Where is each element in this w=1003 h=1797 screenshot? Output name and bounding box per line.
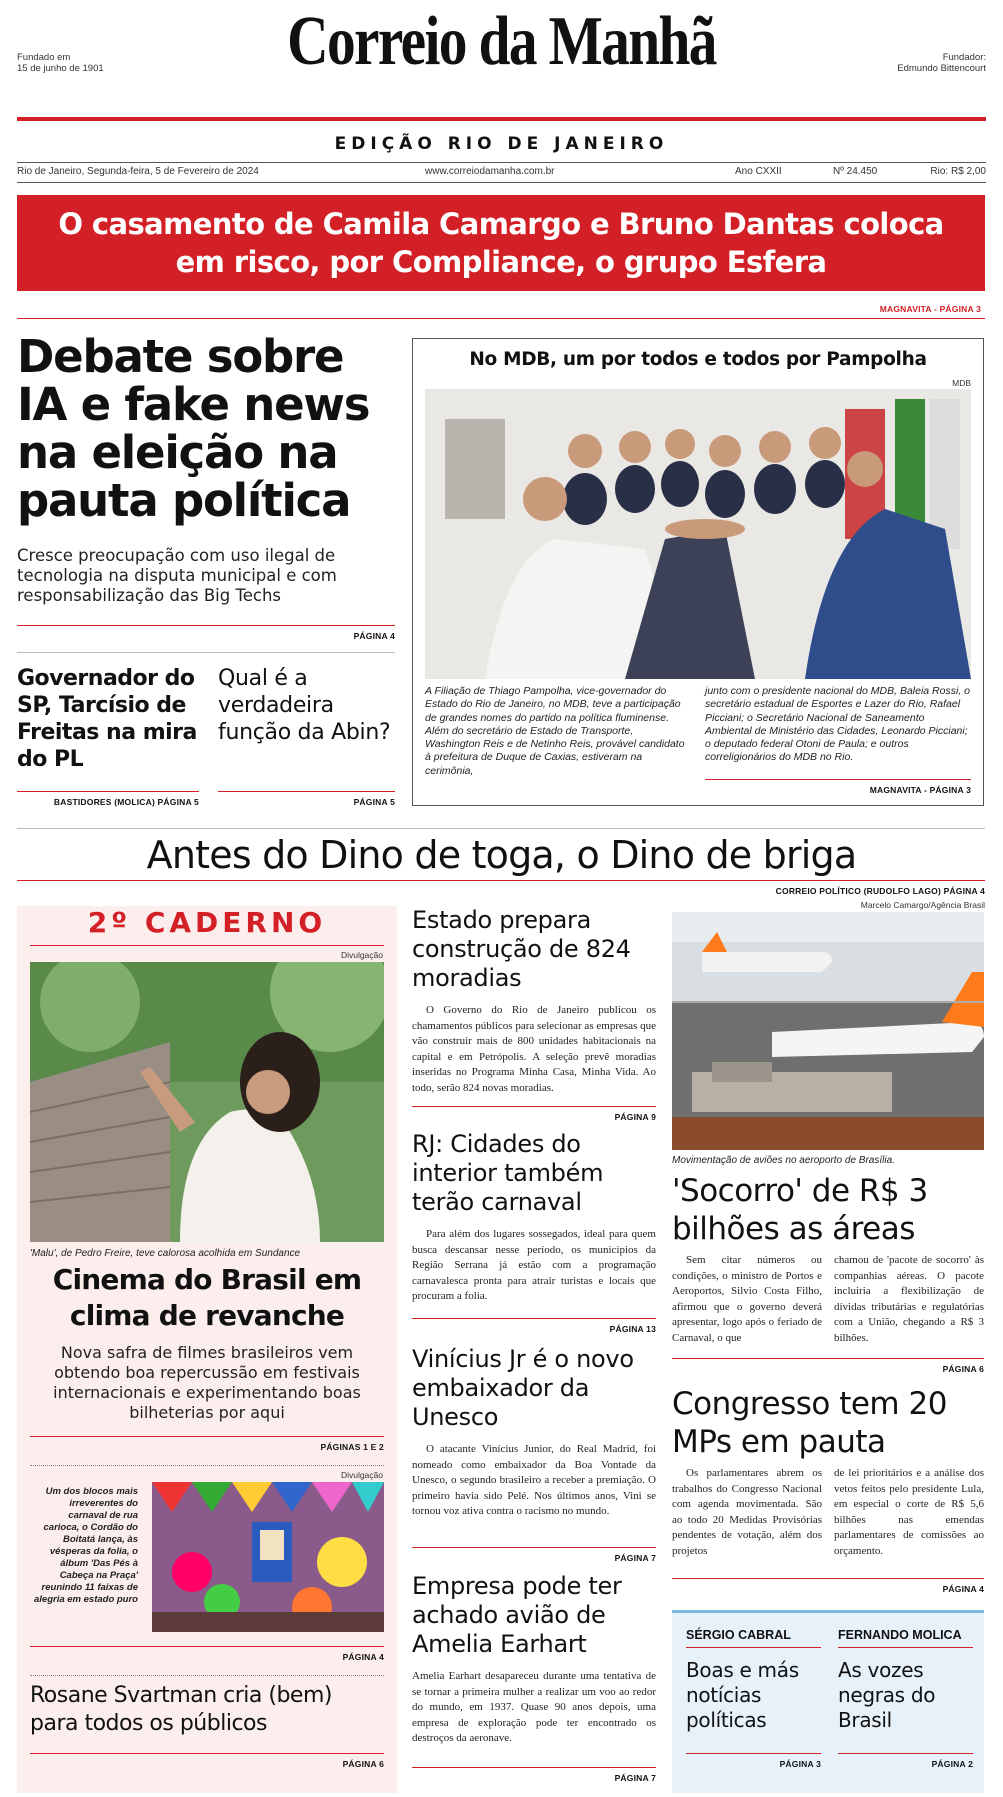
congresso-rule [672,1578,984,1579]
lead-headline[interactable]: Debate sobre IA e fake news na eleição na pauta política [17,330,370,527]
story-vinicius-headline: Vinícius Jr é o novo embaixador da Unesco [412,1345,634,1431]
congresso-col-2: de lei prioritários e a análise dos vetos feitos pelo presidente Lula, em especial o corte de R$ 5,6 bilhões nas emendas parlamentares de comissões ao orçamento. [834,1467,984,1557]
masthead-red-rule [17,117,986,121]
founded-label: Fundado em [17,52,71,63]
caderno-deck-rule [30,1436,384,1437]
congresso-col-1: Os parlamentares abrem os trabalhos do Congresso Nacional com agenda movimentada. São ao todo 20 Medidas Provisórias pendentes de votação, além dos projetos [672,1467,822,1557]
columnist-cabral-bottom-rule [686,1753,821,1754]
socorro-rule [672,1358,984,1359]
lead-deck: Cresce preocupação com uso ilegal de tecnologia na disputa municipal e com responsabilização das Big Techs [17,546,337,605]
airport-photo-illustration [672,912,984,1150]
columnist-molica-title: As vozes negras do Brasil [838,1658,936,1732]
mdb-caption-left: A Filiação de Thiago Pampolha, vice-governador do Estado do Rio de Janeiro, no MDB, teve a participação de grandes nomes do partido na política fluminense. Além do secretário de Estado de Transporte, Washington Reis e de Netinho Reis, provável candidato à prefeitura de Duque de Caxias, estiveram na cerimônia, [425,685,685,777]
caderno-title[interactable]: 2º CADERNO [87,906,327,939]
story-moradias-kicker: PÁGINA 9 [614,1112,656,1122]
carnival-photo [152,1482,384,1632]
congresso-headline[interactable]: Congresso tem 20 MPs em pauta [672,1386,947,1460]
caderno-sundance-photo [30,962,384,1242]
story-earhart-body: Amelia Earhart desapareceu durante uma tentativa de se tornar a primeira mulher a realizar um voo ao redor do mundo, em 1937. Quase 90 anos depois, uma empresa de exploração pode ter encontrado os destroços da aeronave. [412,1670,656,1744]
mdb-photo-credit: MDB [952,378,971,388]
caderno-kicker: PÁGINAS 1 E 2 [320,1442,384,1452]
caderno-title-rule [30,945,384,946]
story-carnaval-body: Para além dos lugares sossegados, ideal para quem busca descansar nesse período, os municípios da Região Serrana já estão com a programação carnavalesca pronta para atrair turistas e locais que procuram a folia. [412,1228,656,1302]
price-label: Rio: R$ 2,00 [930,166,986,177]
story-earhart-headline: Empresa pode ter achado avião de Amelia Earhart [412,1572,622,1658]
carnival-text: Um dos blocos mais irreverentes do carnaval de rua carioca, o Cordão do Boitatá lança, às vésperas da folia, o álbum 'Das Pés à Cabeça na Praça' reunindo 11 faixas de alegria em estado puro [33,1486,138,1605]
caderno-photo-caption: 'Malu', de Pedro Freire, teve calorosa acolhida em Sundance [30,1248,301,1259]
carnival-photo-illustration [152,1482,384,1632]
dino-top-rule [17,828,985,829]
airport-photo-credit: Marcelo Camargo/Agência Brasil [860,900,985,910]
congresso-kicker: PÁGINA 4 [942,1584,984,1594]
caderno-headline[interactable]: Cinema do Brasil em clima de revanche [52,1263,362,1332]
columnist-molica[interactable] [838,1628,973,1733]
dateline-bar [17,166,986,180]
columnist-cabral-name: SÉRGIO CABRAL [686,1628,791,1642]
story-carnaval-rule [412,1318,656,1319]
edition-rule [17,162,986,163]
story-vinicius-kicker: PÁGINA 7 [614,1553,656,1563]
columnist-cabral-kicker: PÁGINA 3 [779,1759,821,1769]
lead-rule [17,625,395,626]
columnist-molica-kicker: PÁGINA 2 [931,1759,973,1769]
story-earhart[interactable] [412,1572,656,1747]
dino-rule [17,880,985,881]
banner-kicker: MAGNAVITA - PÁGINA 3 [879,304,981,314]
story-earhart-rule [412,1767,656,1768]
banner-headline: O casamento de Camila Camargo e Bruno Dantas coloca em risco, por Compliance, o grupo Esfera [58,207,944,279]
dateline: Rio de Janeiro, Segunda-feira, 5 de Fevereiro de 2024 [17,166,259,177]
mdb-box[interactable] [412,338,984,806]
rosane-headline[interactable]: Rosane Svartman cria (bem) para todos os públicos [30,1683,332,1736]
lead-kicker: PÁGINA 4 [353,631,395,641]
brief-tarcisio[interactable] [17,665,202,773]
banner-box[interactable] [17,195,985,291]
sundance-photo-illustration [30,962,384,1242]
brief-abin-headline: Qual é a verdadeira função da Abin? [218,666,391,745]
brief-abin-rule [218,791,395,792]
brief-tarcisio-rule [17,791,199,792]
story-moradias-headline: Estado prepara construção de 824 moradias [412,906,631,992]
lead-under-rule [17,652,395,653]
rosane-dotted-rule [30,1675,384,1676]
columnist-molica-bottom-rule [838,1753,973,1754]
columnist-molica-rule [838,1647,973,1648]
columnist-cabral-rule [686,1647,821,1648]
story-vinicius-body: O atacante Vinícius Junior, do Real Madrid, foi nomeado como embaixador da Boa Vontade da Unesco, o segundo brasileiro a receber a premiação. O primeiro havia sido Pelé. Nos últimos anos, Vini se tornou voz ativa contra o racismo no mundo. [412,1443,656,1517]
banner-under-rule [17,318,985,319]
socorro-headline[interactable]: 'Socorro' de R$ 3 bilhões as áreas [672,1173,928,1247]
rosane-kicker: PÁGINA 6 [342,1759,384,1769]
caderno-dotted-rule [30,1465,384,1466]
story-earhart-kicker: PÁGINA 7 [614,1773,656,1783]
mdb-headline: No MDB, um por todos e todos por Pampolha [469,349,927,370]
brief-tarcisio-headline: Governador do SP, Tarcísio de Freitas na mira do PL [17,666,197,772]
founder-name: Edmundo Bittencourt [897,63,986,74]
columnist-cabral[interactable] [686,1628,821,1733]
story-vinicius-rule [412,1547,656,1548]
columnist-molica-name: FERNANDO MOLICA [838,1628,962,1642]
brief-abin-kicker: PÁGINA 5 [353,797,395,807]
carnival-photo-credit: Divulgação [340,1470,383,1480]
mdb-kicker: MAGNAVITA - PÁGINA 3 [869,785,971,795]
edition-label: EDIÇÃO RIO DE JANEIRO [334,134,669,154]
story-moradias-body: O Governo do Rio de Janeiro publicou os chamamentos públicos para selecionar as empresas que vão construir mais de 800 unidades habitacionais na capital e em Petrópolis. A seleção prevê moradias inseridas no Programa Minha Casa, Minha Vida. Ao todo, serão 824 novas moradias. [412,1004,656,1094]
rosane-rule [30,1753,384,1754]
socorro-kicker: PÁGINA 6 [942,1364,984,1374]
founded-date: 15 de junho de 1901 [17,63,104,74]
brief-abin[interactable] [218,665,398,746]
story-moradias[interactable] [412,906,656,1096]
story-carnaval-headline: RJ: Cidades do interior também terão carnaval [412,1130,604,1216]
story-vinicius[interactable] [412,1345,656,1520]
caderno-photo-credit: Divulgação [340,950,383,960]
carnival-rule [30,1646,384,1647]
dino-headline[interactable]: Antes do Dino de toga, o Dino de briga [146,833,857,877]
issue-number: Nº 24.450 [833,166,878,177]
socorro-col-2: chamou de 'pacote de socorro' às companhias aéreas. O pacote incluiria a flexibilização de dívidas tributárias e regulatórias com a União, chegando a R$ 3 bilhões. [834,1254,984,1344]
founder-label: Fundador: [942,52,986,63]
website-link[interactable]: www.correiodamanha.com.br [425,166,555,177]
airport-photo-caption: Movimentação de aviões no aeroporto de Brasília. [672,1155,895,1166]
caderno-deck: Nova safra de filmes brasileiros vem obtendo boa repercussão em festivais internacionais e experimentando boas bilheterias por aqui [53,1343,361,1422]
year-label: Ano CXXII [735,166,782,177]
founder-note [897,52,986,74]
dino-kicker: CORREIO POLÍTICO (RUDOLFO LAGO) PÁGINA 4 [775,886,985,896]
mdb-caption-right: junto com o presidente nacional do MDB, Baleia Rossi, o secretário estadual de Esportes e Lazer do Rio, Rafael Picciani; o Secretário Nacional de Saneamento Ambiental de Ministério das Cidades, Leonardo Picciani; o deputado federal Otoni de Paula; e outros correligionários do MDB no Rio. [705,685,970,764]
mdb-rule [705,779,971,780]
masthead-title: Correio da Manhã [287,3,716,80]
story-carnaval-kicker: PÁGINA 13 [609,1324,656,1334]
dateline-rule [17,182,986,183]
story-moradias-rule [412,1106,656,1107]
mdb-photo-illustration [425,389,971,679]
brief-tarcisio-kicker: BASTIDORES (MOLICA) PÁGINA 5 [53,797,199,807]
socorro-col-1: Sem citar números ou condições, o ministro de Portos e Aeroportos, Silvio Costa Filho, afirmou que o governo deverá apresentar, logo após o feriado de Carnaval, o que [672,1254,822,1344]
carnival-kicker: PÁGINA 4 [342,1652,384,1662]
airport-photo [672,912,984,1150]
story-carnaval[interactable] [412,1130,656,1305]
mdb-group-photo [425,389,971,679]
columnist-cabral-title: Boas e más notícias políticas [686,1658,799,1732]
